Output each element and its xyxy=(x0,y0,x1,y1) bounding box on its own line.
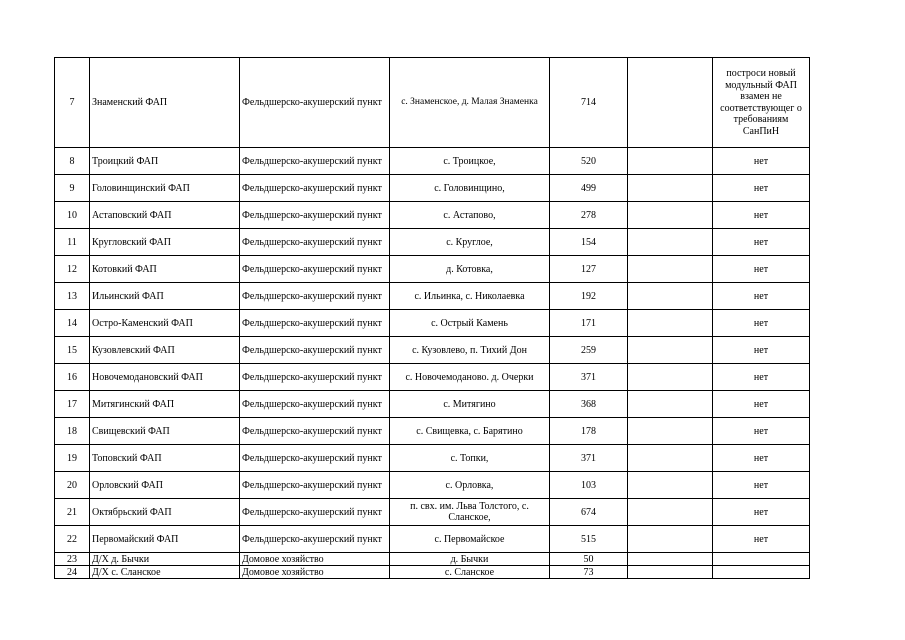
facility-type: Фельдшерско-акушерский пункт xyxy=(240,283,390,310)
population: 674 xyxy=(550,499,628,526)
row-number: 13 xyxy=(55,283,90,310)
row-number: 10 xyxy=(55,202,90,229)
extra-cell xyxy=(628,526,713,553)
settlement: д. Котовка, xyxy=(390,256,550,283)
facility-name: Головинщинский ФАП xyxy=(90,175,240,202)
facilities-table xyxy=(54,57,810,579)
row-number: 9 xyxy=(55,175,90,202)
extra-cell xyxy=(628,202,713,229)
note: нет xyxy=(713,337,810,364)
row-number: 8 xyxy=(55,148,90,175)
table-row xyxy=(55,229,810,256)
settlement: с. Сланское xyxy=(390,566,550,579)
row-number: 15 xyxy=(55,337,90,364)
note: нет xyxy=(713,526,810,553)
facility-type: Фельдшерско-акушерский пункт xyxy=(240,148,390,175)
table-row xyxy=(55,472,810,499)
facility-name: Д/Х д. Бычки xyxy=(90,553,240,566)
settlement: с. Кузовлево, п. Тихий Дон xyxy=(390,337,550,364)
table-row xyxy=(55,58,810,148)
extra-cell xyxy=(628,553,713,566)
facility-type: Фельдшерско-акушерский пункт xyxy=(240,175,390,202)
extra-cell xyxy=(628,364,713,391)
population: 714 xyxy=(550,58,628,148)
facility-name: Ильинский ФАП xyxy=(90,283,240,310)
table-row xyxy=(55,391,810,418)
facility-name: Орловский ФАП xyxy=(90,472,240,499)
settlement: с. Круглое, xyxy=(390,229,550,256)
population: 259 xyxy=(550,337,628,364)
facility-name: Октябрьский ФАП xyxy=(90,499,240,526)
facility-name: Кругловский ФАП xyxy=(90,229,240,256)
note: нет xyxy=(713,418,810,445)
row-number: 20 xyxy=(55,472,90,499)
table-row xyxy=(55,566,810,579)
facility-type: Фельдшерско-акушерский пункт xyxy=(240,229,390,256)
row-number: 11 xyxy=(55,229,90,256)
note: нет xyxy=(713,283,810,310)
population: 371 xyxy=(550,445,628,472)
note xyxy=(713,553,810,566)
extra-cell xyxy=(628,229,713,256)
extra-cell xyxy=(628,175,713,202)
row-number: 18 xyxy=(55,418,90,445)
facility-type: Фельдшерско-акушерский пункт xyxy=(240,472,390,499)
facility-type: Фельдшерско-акушерский пункт xyxy=(240,337,390,364)
facility-type: Домовое хозяйство xyxy=(240,553,390,566)
facility-type: Фельдшерско-акушерский пункт xyxy=(240,364,390,391)
extra-cell xyxy=(628,256,713,283)
population: 103 xyxy=(550,472,628,499)
settlement: с. Новочемоданово. д. Очерки xyxy=(390,364,550,391)
facility-name: Остро-Каменский ФАП xyxy=(90,310,240,337)
facility-name: Новочемодановский ФАП xyxy=(90,364,240,391)
population: 520 xyxy=(550,148,628,175)
row-number: 22 xyxy=(55,526,90,553)
population: 515 xyxy=(550,526,628,553)
facility-name: Астаповский ФАП xyxy=(90,202,240,229)
facility-name: Митягинский ФАП xyxy=(90,391,240,418)
row-number: 7 xyxy=(55,58,90,148)
settlement: с. Острый Камень xyxy=(390,310,550,337)
facility-type: Фельдшерско-акушерский пункт xyxy=(240,418,390,445)
settlement: с. Топки, xyxy=(390,445,550,472)
settlement: с. Троицкое, xyxy=(390,148,550,175)
facility-type: Фельдшерско-акушерский пункт xyxy=(240,256,390,283)
row-number: 17 xyxy=(55,391,90,418)
note xyxy=(713,566,810,579)
facility-type: Домовое хозяйство xyxy=(240,566,390,579)
settlement: с. Митягино xyxy=(390,391,550,418)
note: построси новый модульный ФАП взамен не соответствующег о требованиям СанПиН xyxy=(713,58,810,148)
extra-cell xyxy=(628,445,713,472)
note: нет xyxy=(713,472,810,499)
row-number: 23 xyxy=(55,553,90,566)
facility-name: Котовкий ФАП xyxy=(90,256,240,283)
row-number: 21 xyxy=(55,499,90,526)
note: нет xyxy=(713,175,810,202)
facility-name: Свищевский ФАП xyxy=(90,418,240,445)
extra-cell xyxy=(628,499,713,526)
note: нет xyxy=(713,202,810,229)
settlement: с. Ильинка, с. Николаевка xyxy=(390,283,550,310)
row-number: 14 xyxy=(55,310,90,337)
facility-type: Фельдшерско-акушерский пункт xyxy=(240,58,390,148)
population: 192 xyxy=(550,283,628,310)
table-row xyxy=(55,526,810,553)
extra-cell xyxy=(628,418,713,445)
facility-name: Троицкий ФАП xyxy=(90,148,240,175)
note: нет xyxy=(713,364,810,391)
facility-name: Топовский ФАП xyxy=(90,445,240,472)
note: нет xyxy=(713,148,810,175)
population: 127 xyxy=(550,256,628,283)
population: 368 xyxy=(550,391,628,418)
table-row xyxy=(55,445,810,472)
facility-type: Фельдшерско-акушерский пункт xyxy=(240,310,390,337)
settlement: с. Головинщино, xyxy=(390,175,550,202)
population: 154 xyxy=(550,229,628,256)
note: нет xyxy=(713,499,810,526)
note: нет xyxy=(713,310,810,337)
population: 178 xyxy=(550,418,628,445)
settlement: п. свх. им. Льва Толстого, с. Сланское, xyxy=(390,499,550,526)
row-number: 19 xyxy=(55,445,90,472)
population: 73 xyxy=(550,566,628,579)
facility-name: Кузовлевский ФАП xyxy=(90,337,240,364)
extra-cell xyxy=(628,283,713,310)
note: нет xyxy=(713,445,810,472)
population: 278 xyxy=(550,202,628,229)
facility-type: Фельдшерско-акушерский пункт xyxy=(240,526,390,553)
extra-cell xyxy=(628,391,713,418)
population: 50 xyxy=(550,553,628,566)
facility-type: Фельдшерско-акушерский пункт xyxy=(240,499,390,526)
table-row xyxy=(55,256,810,283)
extra-cell xyxy=(628,310,713,337)
row-number: 24 xyxy=(55,566,90,579)
facility-type: Фельдшерско-акушерский пункт xyxy=(240,445,390,472)
extra-cell xyxy=(628,337,713,364)
settlement: с. Орловка, xyxy=(390,472,550,499)
table-row xyxy=(55,175,810,202)
facility-name: Знаменский ФАП xyxy=(90,58,240,148)
table-row xyxy=(55,202,810,229)
facility-type: Фельдшерско-акушерский пункт xyxy=(240,391,390,418)
settlement: с. Первомайское xyxy=(390,526,550,553)
settlement: д. Бычки xyxy=(390,553,550,566)
population: 499 xyxy=(550,175,628,202)
note: нет xyxy=(713,229,810,256)
population: 371 xyxy=(550,364,628,391)
row-number: 16 xyxy=(55,364,90,391)
extra-cell xyxy=(628,472,713,499)
table-row xyxy=(55,283,810,310)
population: 171 xyxy=(550,310,628,337)
note: нет xyxy=(713,256,810,283)
row-number: 12 xyxy=(55,256,90,283)
facility-name: Д/Х с. Сланское xyxy=(90,566,240,579)
settlement: с. Свищевка, с. Барятино xyxy=(390,418,550,445)
table-row xyxy=(55,499,810,526)
facility-name: Первомайский ФАП xyxy=(90,526,240,553)
extra-cell xyxy=(628,148,713,175)
table-row xyxy=(55,148,810,175)
extra-cell xyxy=(628,566,713,579)
table-row xyxy=(55,418,810,445)
facility-type: Фельдшерско-акушерский пункт xyxy=(240,202,390,229)
table-row xyxy=(55,310,810,337)
extra-cell xyxy=(628,58,713,148)
table-row xyxy=(55,337,810,364)
table-row xyxy=(55,364,810,391)
settlement: с. Астапово, xyxy=(390,202,550,229)
note: нет xyxy=(713,391,810,418)
table-row xyxy=(55,553,810,566)
settlement: с. Знаменское, д. Малая Знаменка xyxy=(390,58,550,148)
